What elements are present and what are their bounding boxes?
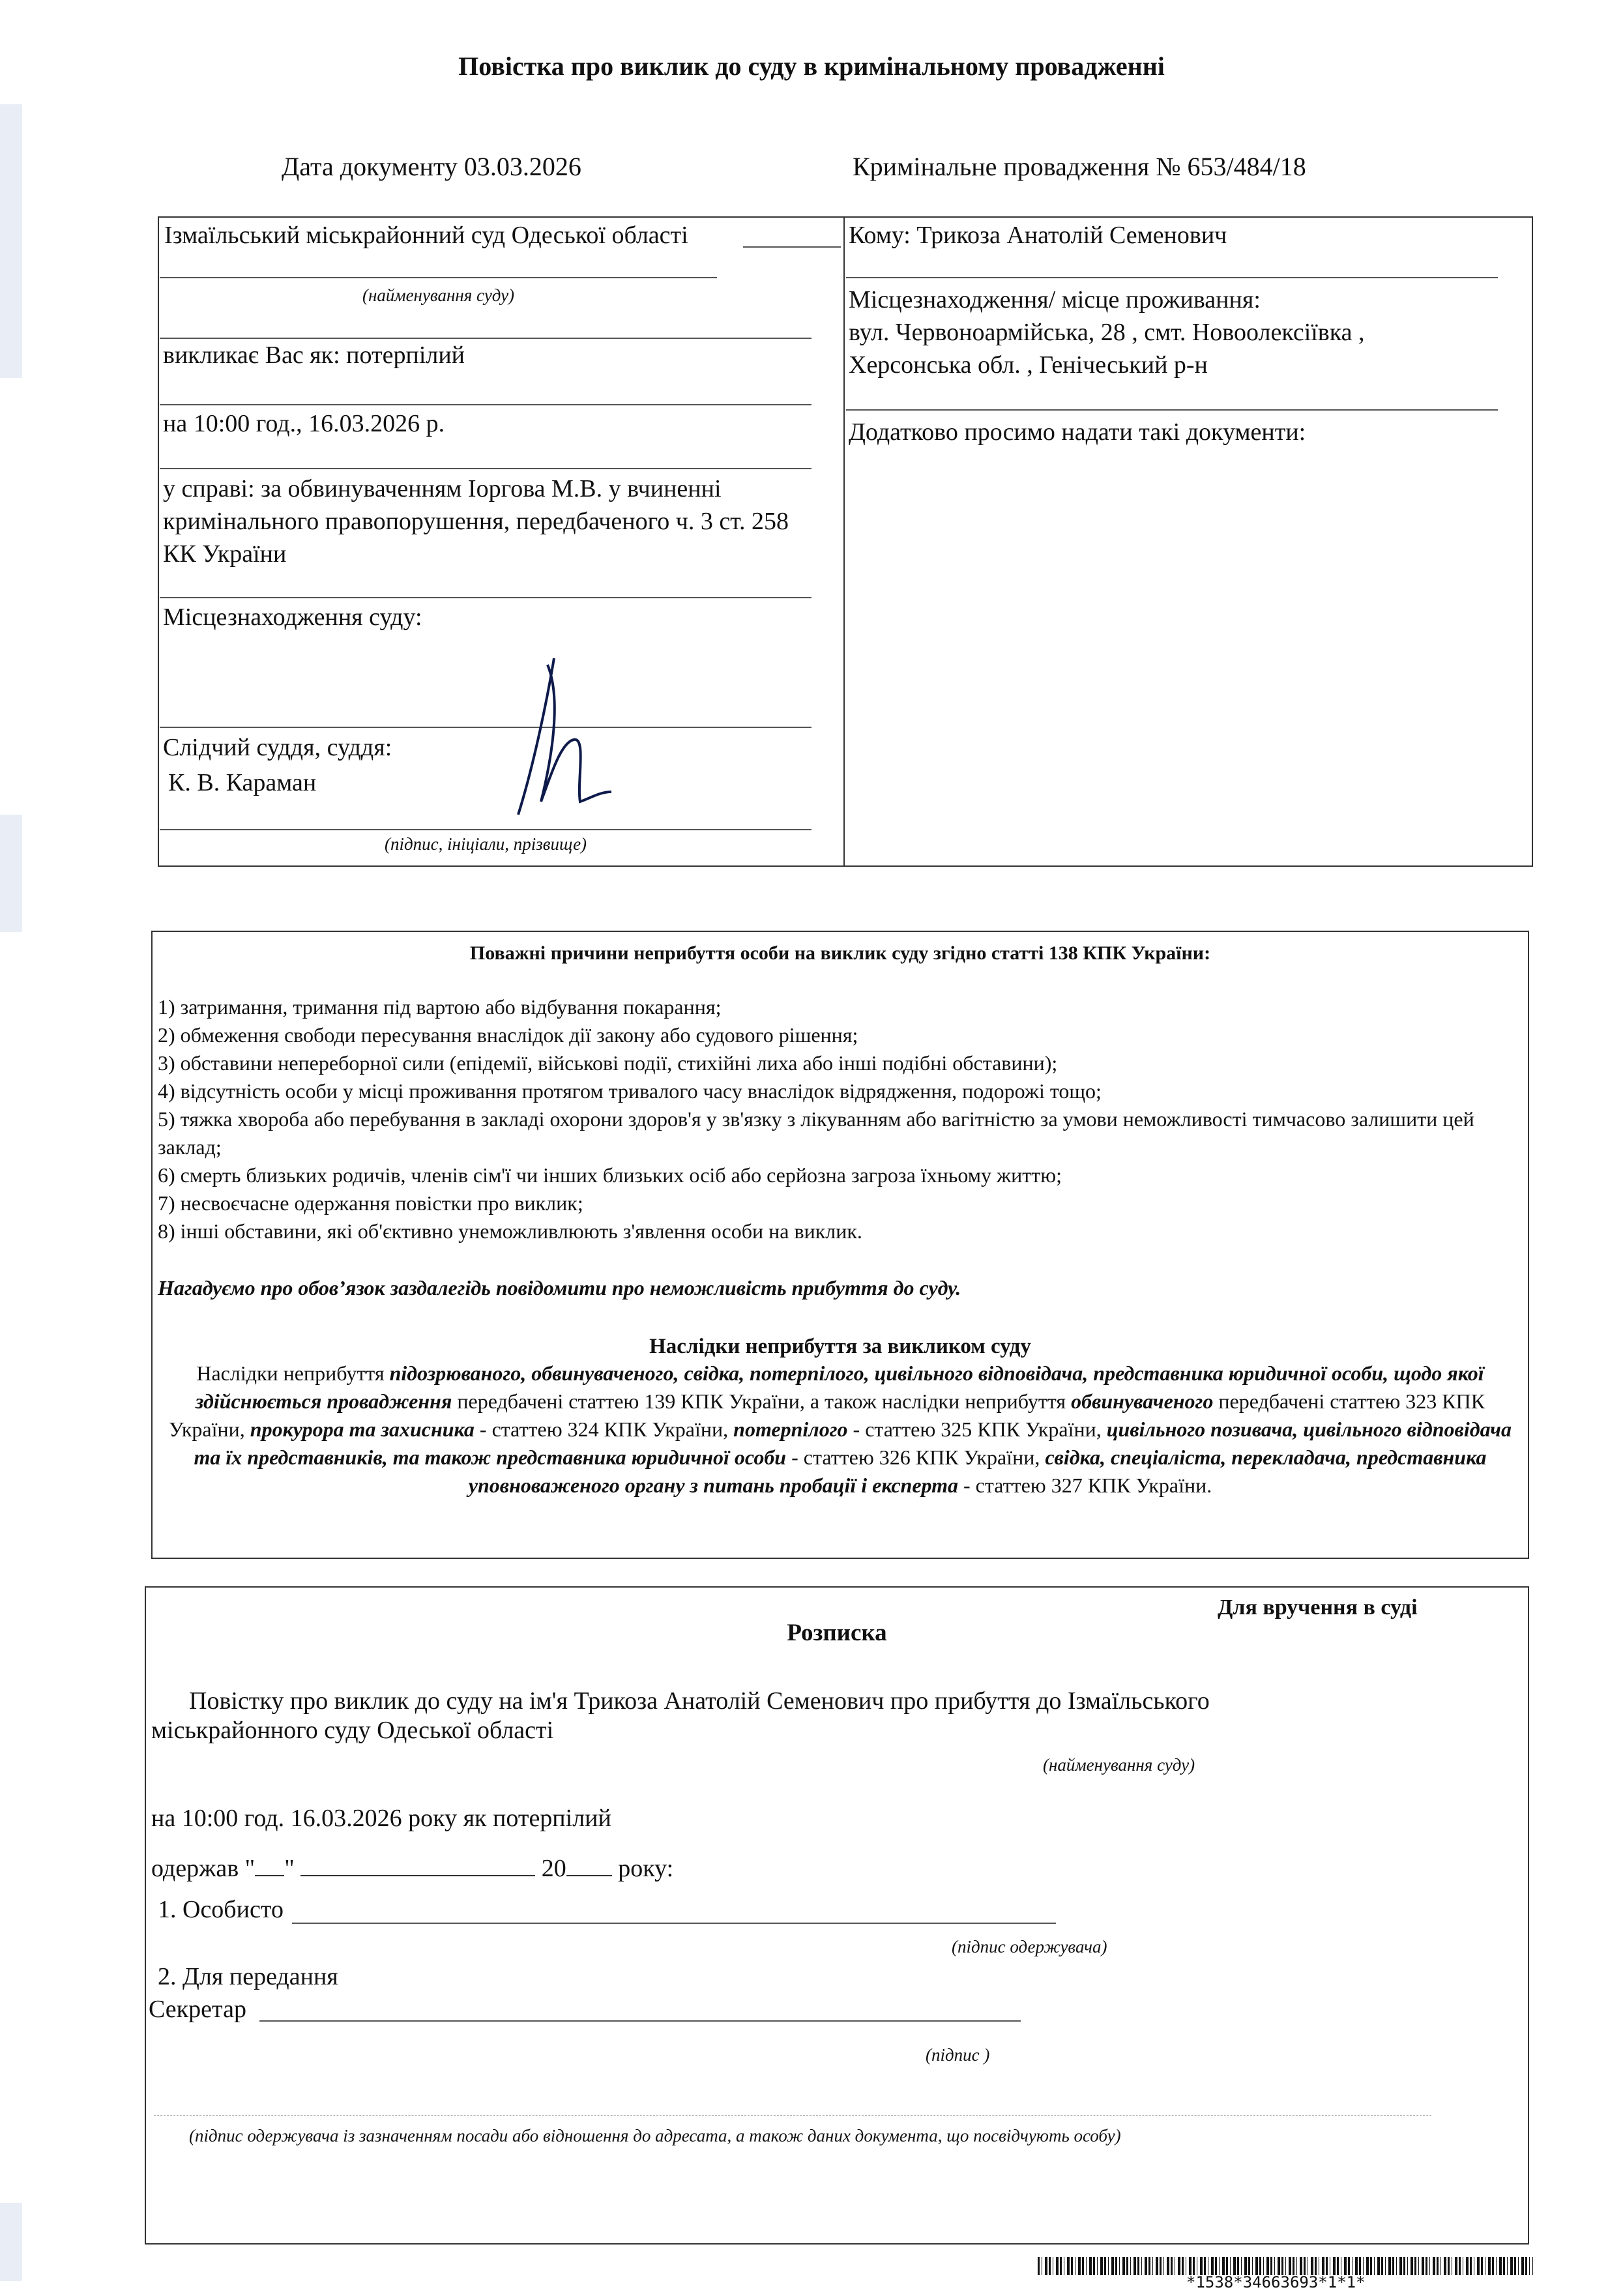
receipt-court-caption: (найменування суду) <box>1043 1755 1195 1775</box>
case-description: у справі: за обвинуваченням Іоргова М.В. у вчиненні кримінального правопорушення, передбаченого ч. 3 ст. 258 КК України <box>163 475 789 568</box>
consequences-heading: Наслідки неприбуття за викликом суду <box>649 1335 1031 1358</box>
reason-item: 1) затримання, тримання під вартою або відбування покарання; <box>158 995 722 1019</box>
scan-artifact <box>0 815 22 932</box>
page-title: Повістка про виклик до суду в кримінальному провадженні <box>458 51 1165 81</box>
reason-item: 6) смерть близьких родичів, членів сім'ї чи інших близьких осіб або серйозна загроза їхньому життю; <box>158 1163 1062 1187</box>
address-line-2: Херсонська обл. , Генічеський р-н <box>849 351 1208 379</box>
court-location-label: Місцезнаходження суду: <box>163 603 422 631</box>
receipt-time-line: на 10:00 год. 16.03.2026 року як потерпілий <box>151 1805 611 1832</box>
summons-role: викликає Вас як: потерпілий <box>163 341 465 369</box>
reason-item: 2) обмеження свободи пересування внаслідок дії закону або судового рішення; <box>158 1023 858 1047</box>
court-name-caption: (найменування суду) <box>362 285 515 305</box>
documents-label: Додатково просимо надати такі документи: <box>849 418 1306 446</box>
recipient: Кому: Трикоза Анатолій Семенович <box>849 222 1227 249</box>
scan-artifact <box>0 2203 22 2281</box>
summons-time: на 10:00 год., 16.03.2026 р. <box>163 410 445 437</box>
reasons-list <box>158 993 1517 1245</box>
reasons-heading: Поважні причини неприбуття особи на виклик суду згідно статті 138 КПК України: <box>469 942 1211 964</box>
receipt-line-2: міськрайонного суду Одеської області <box>151 1717 554 1744</box>
judge-label: Слідчий суддя, суддя: <box>163 734 392 761</box>
receipt-title: Розписка <box>787 1620 887 1646</box>
barcode-text: *1538*34663693*1*1* <box>1186 2273 1366 2291</box>
personally-label: 1. Особисто <box>158 1896 284 1923</box>
recipient-signature-caption: (підпис одержувача) <box>952 1937 1107 1956</box>
scan-artifact <box>0 104 22 378</box>
receipt-line-1: Повістку про виклик до суду на ім'я Трикоза Анатолій Семенович про прибуття до Ізмаїльського <box>189 1687 1210 1715</box>
signature-caption: (підпис, ініціали, прізвище) <box>384 834 587 854</box>
address-label: Місцезнаходження/ місце проживання: <box>849 286 1261 313</box>
received-line: одержав " " 20 року: <box>151 1855 674 1882</box>
case-number: Кримінальне провадження № 653/484/18 <box>853 152 1306 181</box>
judge-name: К. В. Караман <box>168 769 317 796</box>
for-transfer-label: 2. Для передання <box>158 1963 338 1990</box>
address-line-1: вул. Червоноармійська, 28 , смт. Новоолексіївка , <box>849 319 1365 346</box>
reason-item: 5) тяжка хвороба або перебування в закладі охорони здоров'я у зв'язку з лікуванням або вагітністю за умови неможливості тимчасово залишити цей заклад; <box>158 1107 1474 1159</box>
barcode <box>1038 2257 1533 2275</box>
reminder: Нагадуємо про обов’язок заздалегідь повідомити про неможливість прибуття до суду. <box>158 1276 961 1300</box>
reason-item: 4) відсутність особи у місці проживання протягом тривалого часу внаслідок відрядження, подорожі тощо; <box>158 1079 1102 1103</box>
secretary-signature-caption: (підпис ) <box>926 2045 990 2065</box>
document-date: Дата документу 03.03.2026 <box>282 152 581 181</box>
reason-item: 8) інші обставини, які об'єктивно унеможливлюють з'явлення особи на виклик. <box>158 1219 862 1243</box>
court-name: Ізмаїльський міськрайонний суд Одеської області <box>164 222 688 249</box>
for-court-label: Для вручення в суді <box>1218 1595 1418 1620</box>
reason-item: 7) несвоєчасне одержання повістки про виклик; <box>158 1191 583 1215</box>
reason-item: 3) обставини непереборної сили (епідемії, військові події, стихійні лиха або інші подібні обставини); <box>158 1051 1058 1075</box>
secretary-label: Секретар <box>149 1996 246 2023</box>
judge-signature <box>502 645 632 841</box>
receipt-bottom-caption: (підпис одержувача із зазначенням посади або відношення до адресата, а також даних документа, що посвідчують особу) <box>189 2126 1121 2145</box>
consequences-text: Наслідки неприбуття підозрюваного, обвинуваченого, свідка, потерпілого, цивільного відповідача, представника юридичної особи, щодо якої здійснюється провадження передбачені статтею 139 КПК України, а також наслідки неприбуття обвинуваченого передбачені статтею 323 КПК України, прокурора та захисника - статтею 324 КПК України, потерпілого - статтею 325 КПК України, цивільного позивача, цивільного відповідача та їх представників, та також представника юридичної особи - статтею 326 КПК України, свідка, спеціаліста, перекладача, представника уповноваженого органу з питань пробації і експерта - статтею 327 КПК України. <box>169 1361 1512 1497</box>
